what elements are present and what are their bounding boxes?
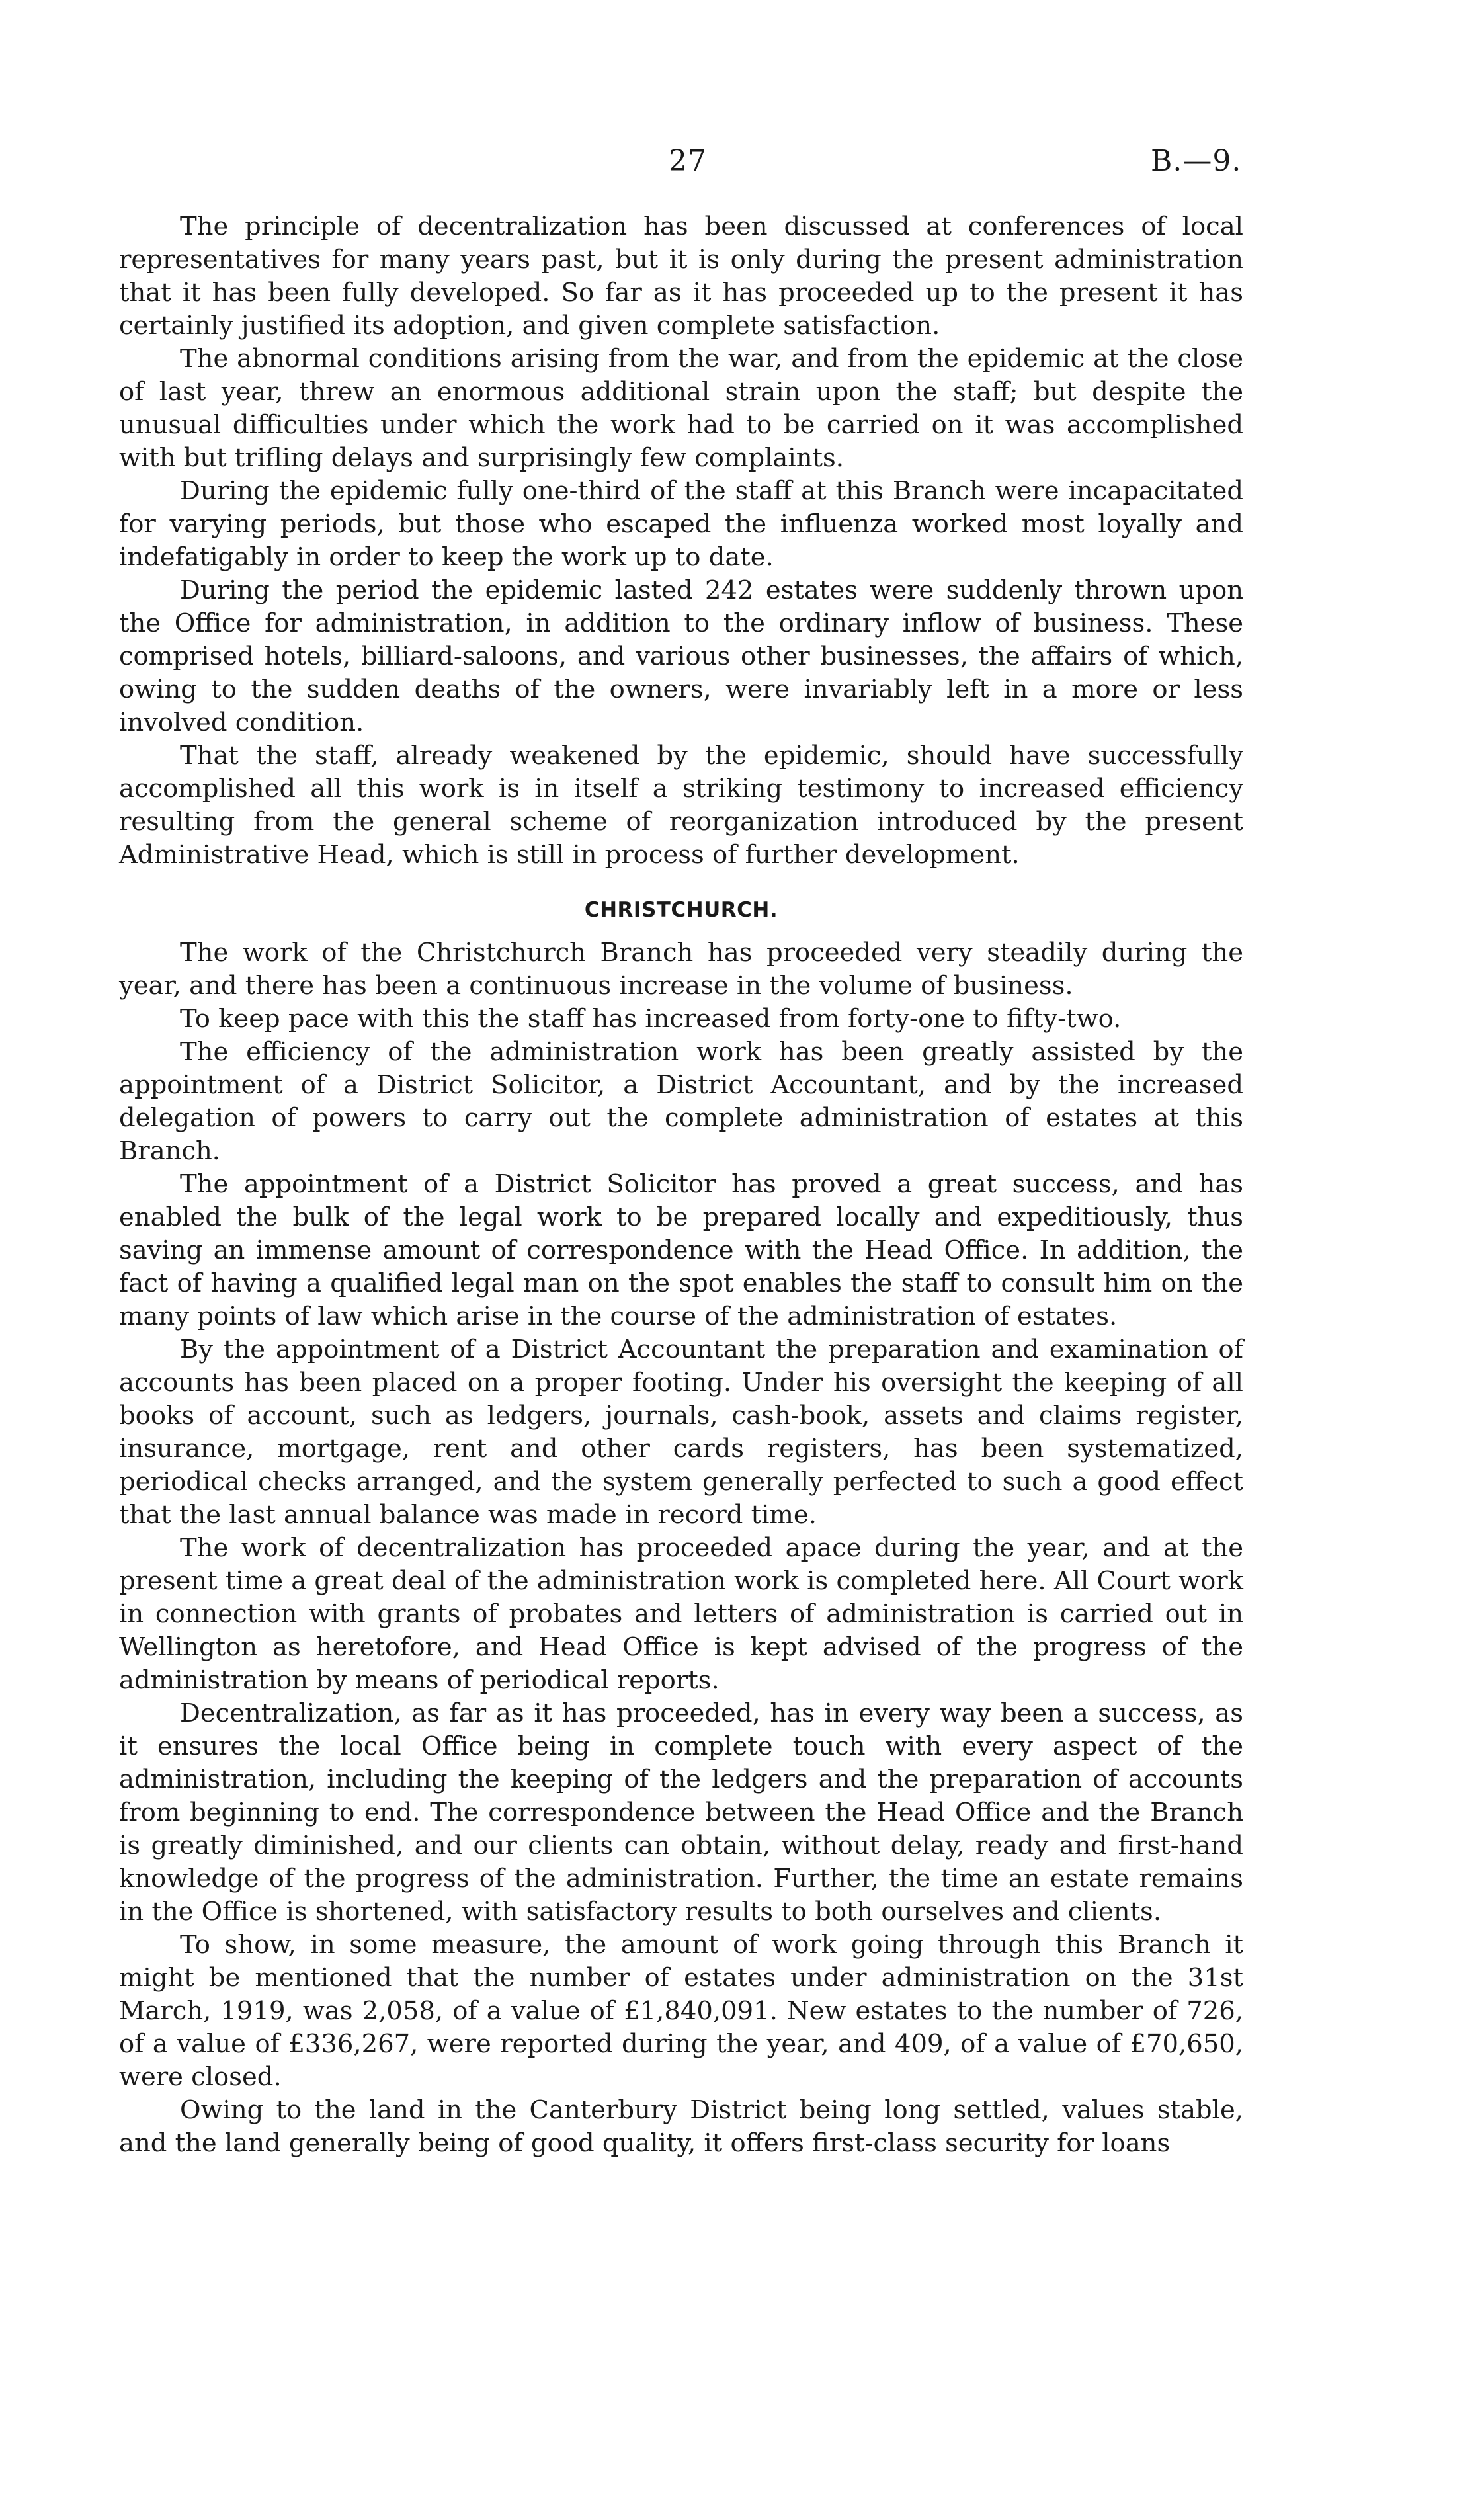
paragraph: The principle of decentralization has been discussed at conferences of local representatives for many years past, but it is only during the present administration that it has been fully developed. So far as it has proceeded up to the present it has certainly justified its adoption, and given complete satisfaction. [119, 212, 1243, 341]
paragraph: Decentralization, as far as it has proceeded, has in every way been a success, as it ensures the local Office being in complete touch with every aspect of the administration, including the keeping of the ledgers and the preparation of accounts from beginning to end. The correspondence between the Head Office and the Branch is greatly diminished, and our clients can obtain, without delay, ready and first-hand knowledge of the progress of the administration. Further, the time an estate remains in the Office is shortened, with satisfactory results to both ourselves and clients. [119, 1698, 1243, 1927]
paragraph: The work of decentralization has proceeded apace during the year, and at the present time a great deal of the administration work is completed here. All Court work in connection with grants of probates and letters of administration is carried out in Wellington as heretofore, and Head Office is kept advised of the progress of the administration by means of periodical reports. [119, 1533, 1243, 1695]
paragraph: During the period the epidemic lasted 242 estates were suddenly thrown upon the Office for administration, in addition to the ordinary inflow of business. These comprised hotels, billiard-saloons, and various other businesses, the affairs of which, owing to the sudden deaths of the owners, were invariably left in a more or less involved condition. [119, 575, 1243, 737]
paragraph: The appointment of a District Solicitor has proved a great success, and has enabled the bulk of the legal work to be prepared locally and expeditiously, thus saving an immense amount of correspondence with the Head Office. In addition, the fact of having a qualified legal man on the spot enables the staff to consult him on the many points of law which arise in the course of the administration of estates. [119, 1169, 1243, 1331]
paragraph: Owing to the land in the Canterbury District being long settled, values stable, and the land generally being of good quality, it offers first-class security for loans [119, 2095, 1243, 2158]
paragraph: To show, in some measure, the amount of work going through this Branch it might be mentioned that the number of estates under administration on the 31st March, 1919, was 2,058, of a value of £1,840,091. New estates to the number of 726, of a value of £336,267, were reported during the year, and 409, of a value of £70,650, were closed. [119, 1930, 1243, 2092]
paragraph: The efficiency of the administration work has been greatly assisted by the appointment of a District Solicitor, a District Accountant, and by the increased delegation of powers to carry out the complete administration of estates at this Branch. [119, 1037, 1243, 1166]
paragraph: To keep pace with this the staff has increased from forty-one to fifty-two. [180, 1004, 1122, 1034]
paragraph: By the appointment of a District Accountant the preparation and examination of accounts has been placed on a proper footing. Under his oversight the keeping of all books of account, such as ledgers, journals, cash-book, assets and claims register, insurance, mortgage, rent and other cards registers, has been systematized, periodical checks arranged, and the system generally perfected to such a good effect that the last annual balance was made in record time. [119, 1335, 1243, 1530]
page-body [119, 210, 1243, 2160]
page-number: 27 [669, 144, 707, 178]
document-reference: B.—9. [1151, 144, 1242, 178]
section-heading: CHRISTCHURCH. [584, 898, 778, 922]
paragraph: The abnormal conditions arising from the war, and from the epidemic at the close of last year, threw an enormous additional strain upon the staff; but despite the unusual difficulties under which the work had to be carried on it was accomplished with but trifling delays and surprisingly few complaints. [119, 344, 1243, 473]
paragraph: The work of the Christchurch Branch has proceeded very steadily during the year, and there has been a continuous increase in the volume of business. [119, 938, 1243, 1001]
paragraph: That the staff, already weakened by the epidemic, should have successfully accomplished all this work is in itself a striking testimony to increased efficiency resulting from the general scheme of reorganization introduced by the present Administrative Head, which is still in process of further development. [119, 741, 1243, 870]
paragraph: During the epidemic fully one-third of the staff at this Branch were incapacitated for varying periods, but those who escaped the influenza worked most loyally and indefatigably in order to keep the work up to date. [119, 476, 1243, 572]
